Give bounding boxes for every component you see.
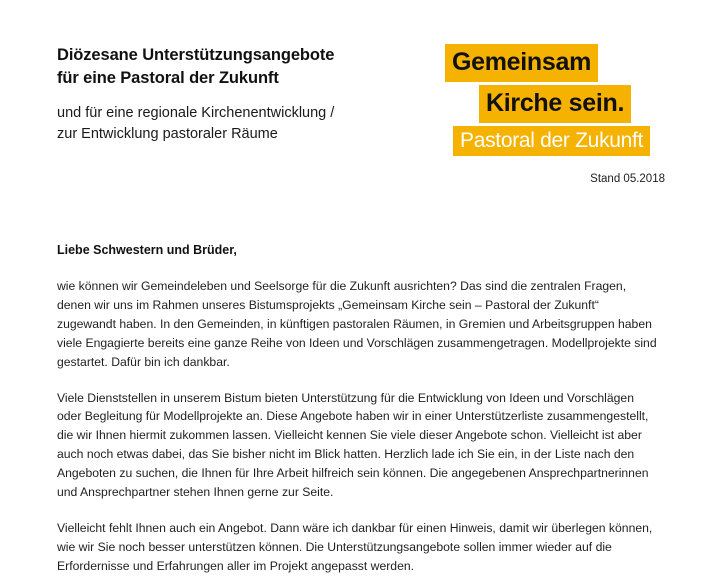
logo-line-pastoral-der-zukunft: Pastoral der Zukunft bbox=[453, 126, 650, 156]
document-body bbox=[57, 243, 659, 576]
page-subtitle bbox=[57, 103, 437, 145]
salutation: Liebe Schwestern und Brüder, bbox=[57, 243, 237, 257]
document-date-note: Stand 05.2018 bbox=[590, 173, 665, 185]
body-paragraph: Vielleicht fehlt Ihnen auch ein Angebot. Dann wäre ich dankbar für einen Hinweis, damit wir überlegen können, wie wir Sie noch besser unterstützen können. Die Unterstützungsangebote sollen immer wieder auf die Erfordernisse und Erfahrungen aller im Projekt angepasst werden. bbox=[57, 520, 653, 573]
title-block bbox=[57, 44, 437, 145]
document-header bbox=[57, 44, 667, 185]
page-title-line-2: für eine Pastoral der Zukunft bbox=[57, 68, 279, 87]
page-subtitle-line-1: und für eine regionale Kirchenentwicklung / bbox=[57, 104, 335, 121]
body-paragraph: wie können wir Gemeindeleben und Seelsorge für die Zukunft ausrichten? Das sind die zentralen Fragen, denen wir uns im Rahmen unseres Bistumsprojekts „Gemeinsam Kirche sein – Pastoral der Zukunft“ zugewandt haben. In den Gemeinden, in künftigen pastoralen Räumen, in Gremien und Arbeitsgruppen haben viele Engagierte bereits eine ganze Reihe von Ideen und Vorschlägen zusammengetragen. Modellprojekte sind gestartet. Dafür bin ich dankbar. bbox=[57, 279, 657, 369]
body-paragraph: Viele Dienststellen in unserem Bistum bieten Unterstützung für die Entwicklung von Ideen und Vorschlägen oder Begleitung für Modellprojekte an. Diese Angebote haben wir in einer Unterstützerliste zusammengestellt, die wir Ihnen hiermit zukommen lassen. Vielleicht kennen Sie viele dieser Angebote schon. Vielleicht ist aber auch noch etwas dabei, das Sie bisher nicht im Blick hatten. Herzlich lade ich Sie ein, in der Liste nach den Angeboten zu suchen, die Ihnen für Ihre Arbeit hilfreich sein können. Die angegebenen Ansprechpartnerinnen und Ansprechpartner stehen Ihnen gerne zur Seite. bbox=[57, 390, 649, 500]
logo-line-gemeinsam: Gemeinsam bbox=[445, 44, 598, 82]
page-title bbox=[57, 44, 437, 90]
campaign-logo bbox=[445, 44, 673, 185]
logo-line-kirche-sein: Kirche sein. bbox=[479, 85, 631, 123]
page-title-line-1: Diözesane Unterstützungsangebote bbox=[57, 46, 335, 64]
page-subtitle-line-2: zur Entwicklung pastoraler Räume bbox=[57, 125, 278, 142]
